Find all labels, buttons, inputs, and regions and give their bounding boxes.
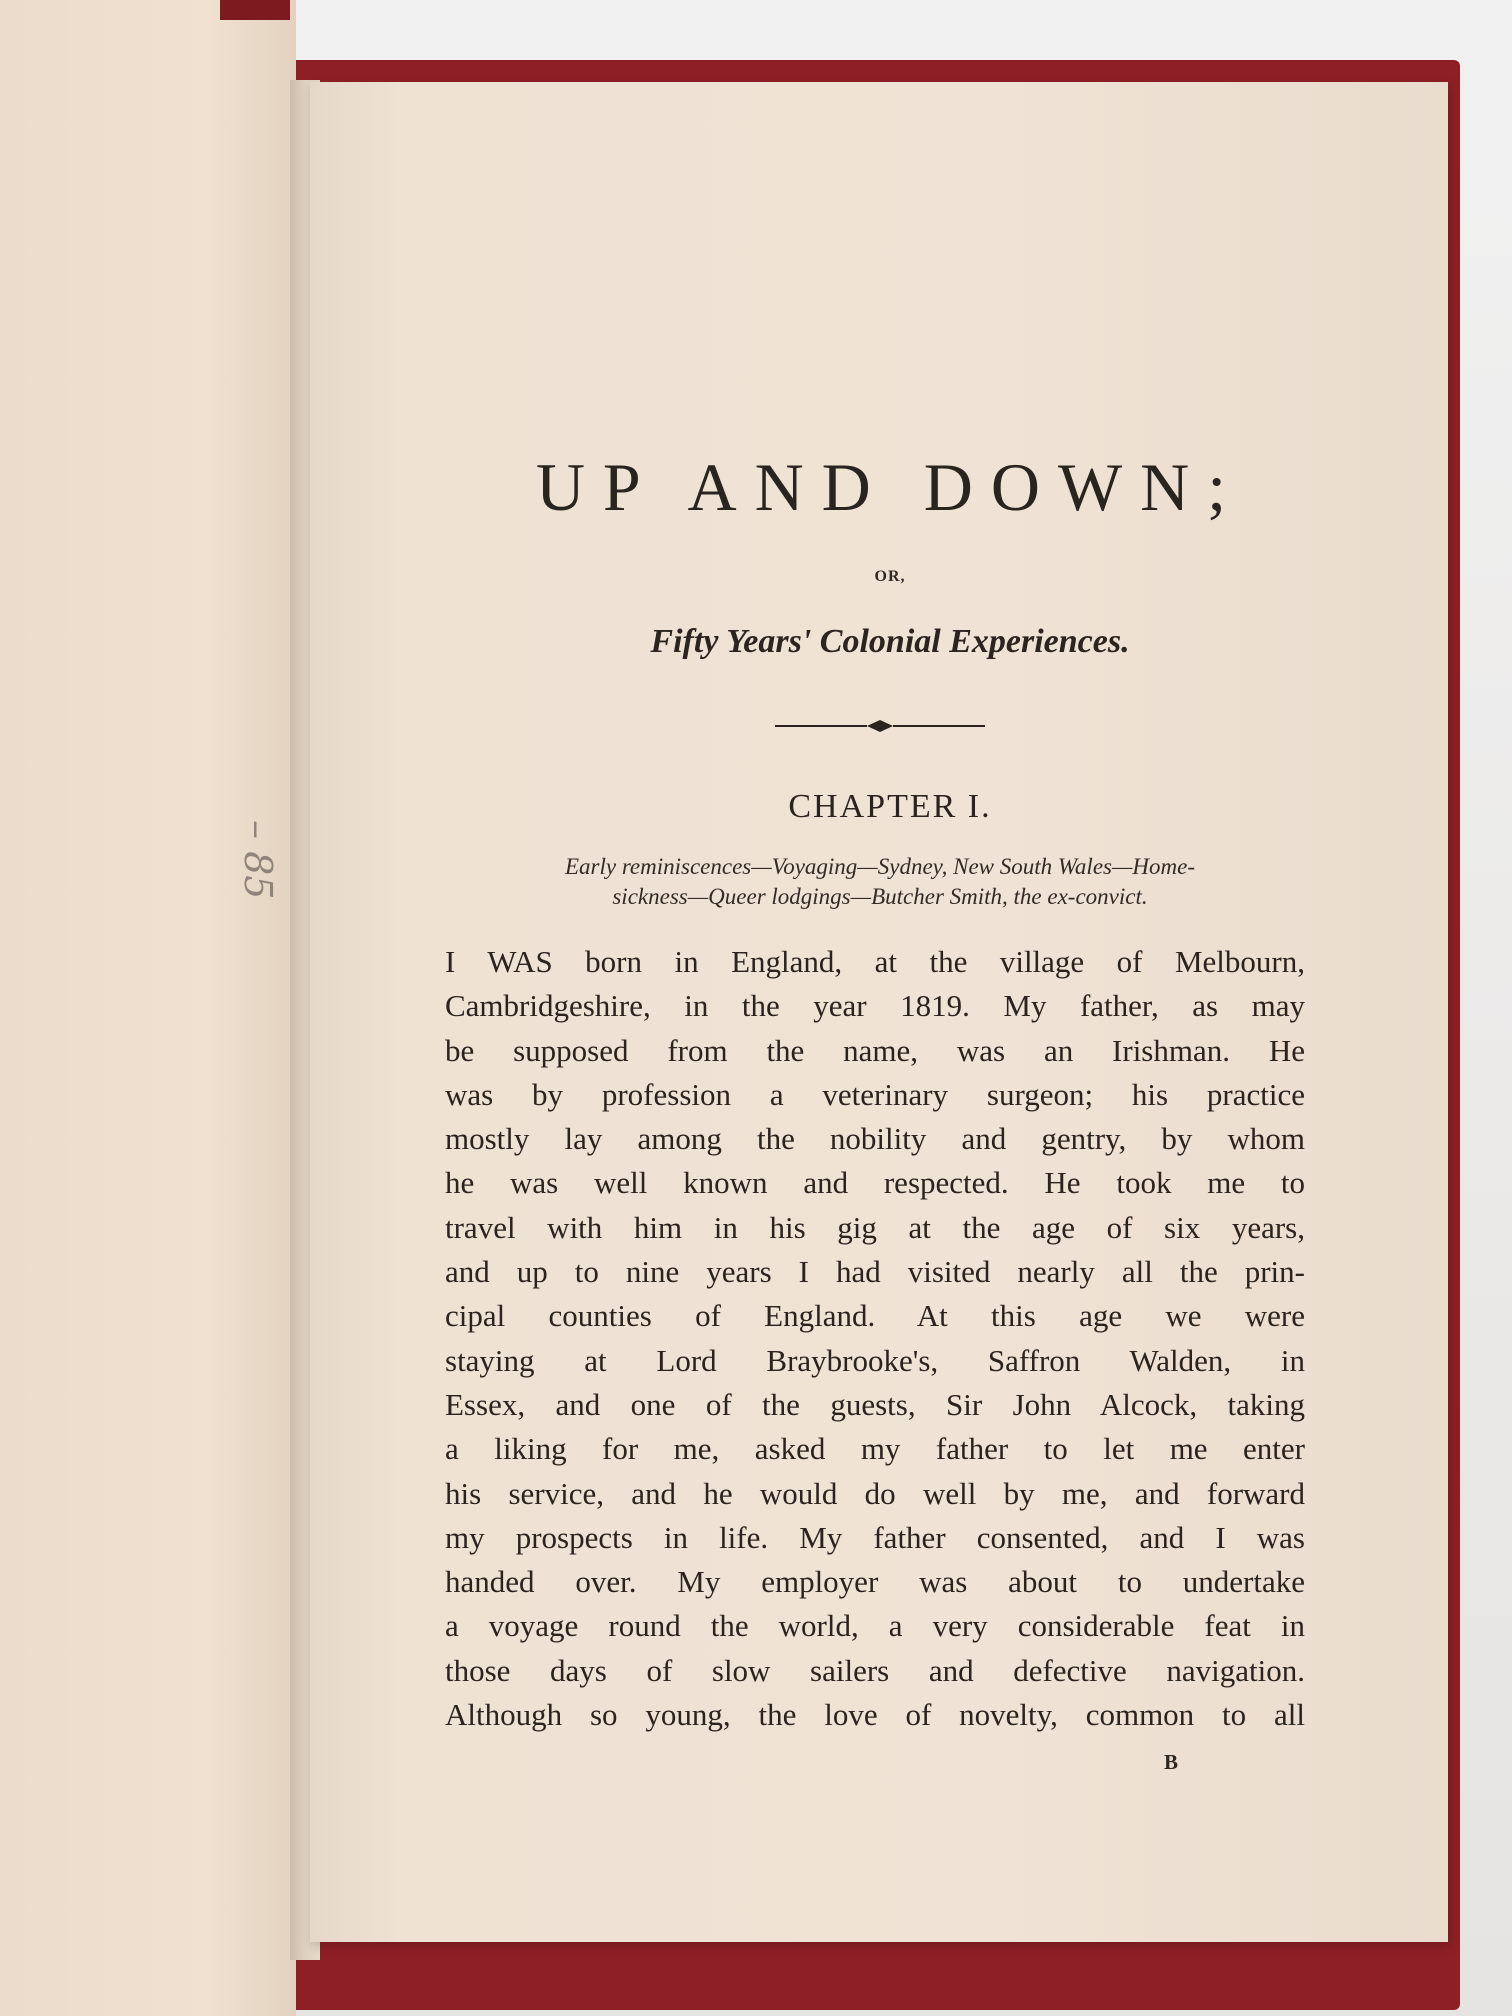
page-title: UP AND DOWN; — [535, 449, 1245, 525]
body-line: travel with him in his gig at the age of six years, — [445, 1209, 1305, 1245]
body-line: my prospects in life. My father consented, and I was — [445, 1519, 1305, 1555]
chapter-summary — [440, 852, 1320, 912]
body-line: Essex, and one of the guests, Sir John Alcock, taking — [445, 1386, 1305, 1422]
body-line: Cambridgeshire, in the year 1819. My father, as may — [445, 988, 1305, 1024]
body-text — [445, 940, 1305, 1737]
body-line: and up to nine years I had visited nearly all the prin- — [445, 1254, 1305, 1290]
signature-mark: B — [1164, 1750, 1179, 1774]
page-subtitle: Fifty Years' Colonial Experiences. — [650, 623, 1130, 660]
chapter-heading: CHAPTER I. — [788, 788, 992, 825]
body-line: Although so young, the love of novelty, common to all — [445, 1697, 1305, 1733]
body-line: his service, and he would do well by me, and forward — [445, 1475, 1305, 1511]
title-connector: OR, — [874, 568, 906, 585]
body-line: handed over. My employer was about to undertake — [445, 1564, 1305, 1600]
summary-line: Early reminiscences—Voyaging—Sydney, New South Wales—Home- — [564, 854, 1196, 879]
left-cover-corner — [220, 0, 290, 20]
summary-line: sickness—Queer lodgings—Butcher Smith, the ex-convict. — [612, 884, 1148, 909]
body-line: he was well known and respected. He took me to — [445, 1165, 1305, 1201]
body-line: a voyage round the world, a very considerable feat in — [445, 1608, 1305, 1644]
pencil-note: – 85 — [236, 820, 280, 900]
body-line: a liking for me, asked my father to let me enter — [445, 1431, 1305, 1467]
ornamental-rule-icon — [775, 714, 985, 738]
body-line: staying at Lord Braybrooke's, Saffron Walden, in — [445, 1342, 1305, 1378]
body-line: those days of slow sailers and defective navigation. — [445, 1652, 1305, 1688]
body-line: cipal counties of England. At this age we were — [445, 1298, 1305, 1334]
body-line: was by profession a veterinary surgeon; his practice — [445, 1076, 1305, 1112]
body-line: I WAS born in England, at the village of Melbourn, — [445, 944, 1305, 979]
left-page — [0, 0, 296, 2016]
body-line: be supposed from the name, was an Irishman. He — [445, 1032, 1305, 1068]
body-line: mostly lay among the nobility and gentry, by whom — [445, 1121, 1305, 1157]
